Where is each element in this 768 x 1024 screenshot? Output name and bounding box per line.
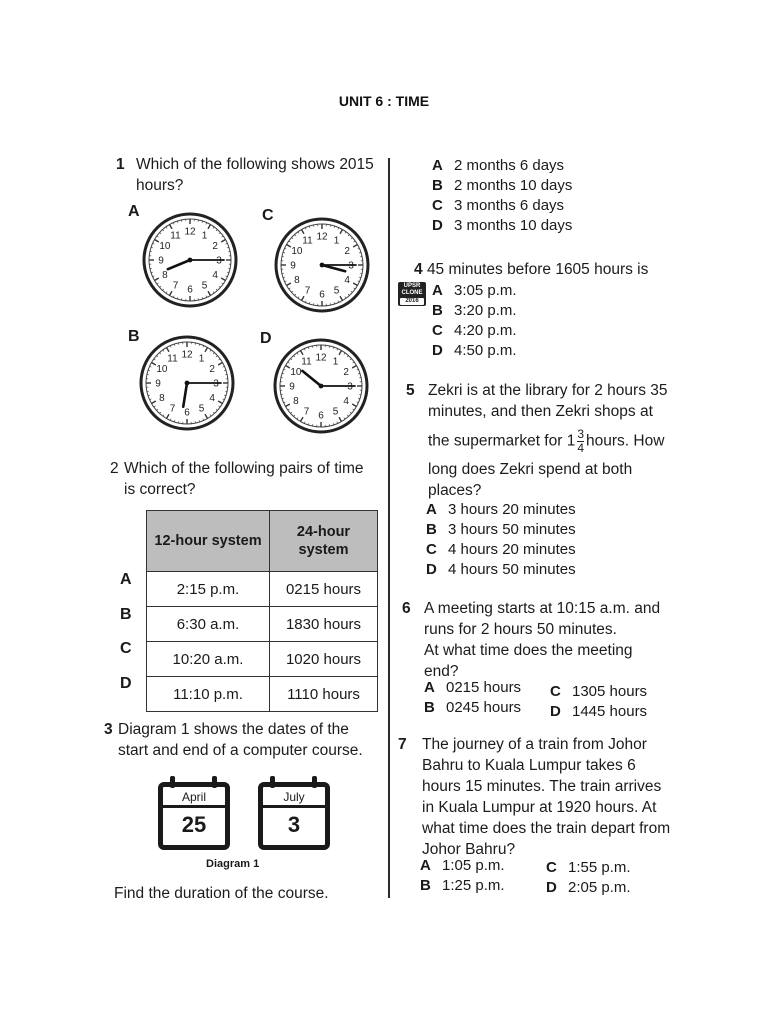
option-item: B 2 months 10 days [432, 177, 573, 194]
question-2-number: 2 [110, 460, 119, 477]
clock-numeral: 9 [158, 255, 164, 267]
clock-numeral: 3 [348, 260, 354, 272]
calendar-ring [312, 776, 317, 788]
clock-center [320, 263, 325, 268]
page-title: UNIT 6 : TIME [338, 93, 430, 109]
clock-numeral: 10 [156, 364, 168, 375]
calendar-card [158, 782, 230, 850]
question-1-text: Which of the following shows 2015 hours? [136, 156, 374, 194]
q7-options-right [546, 858, 666, 898]
clock-numeral: 10 [159, 241, 171, 252]
clock-numeral: 2 [343, 367, 349, 378]
question-4: 4 45 minutes before 1605 hours is [414, 261, 649, 278]
clock-numeral: 4 [343, 396, 349, 407]
row-label-c: C [120, 640, 132, 657]
clock-numeral: 2 [344, 246, 350, 257]
cell-24h: 1830 hours [270, 607, 378, 642]
option-item: C 4:20 p.m. [432, 322, 517, 339]
calendar-month: July [263, 787, 325, 808]
calendar-ring [170, 776, 175, 788]
calendar-ring [270, 776, 275, 788]
clock-center [319, 384, 324, 389]
clock-numeral: 8 [159, 393, 165, 404]
calendar-start [158, 782, 230, 850]
option-item: D 2:05 p.m. [546, 879, 631, 896]
clock-numeral: 6 [184, 407, 190, 419]
clock-numeral: 5 [201, 280, 208, 292]
clock-numeral: 4 [212, 270, 218, 281]
clock-numeral: 8 [294, 275, 300, 286]
clock-numeral: 7 [304, 285, 311, 297]
clock-center [185, 381, 190, 386]
clock-numeral: 3 [347, 381, 353, 393]
clock-numeral: 2 [212, 241, 218, 252]
calendar-day: 25 [181, 812, 207, 837]
calendar-ring [212, 776, 217, 788]
q3-options [432, 156, 572, 236]
clock-numeral: 2 [209, 364, 215, 375]
clock-numeral: 4 [209, 393, 215, 404]
table-row [147, 607, 378, 642]
calendar-card [258, 782, 330, 850]
clock-numeral: 5 [198, 403, 205, 415]
table-row [147, 677, 378, 712]
clock-numeral: 5 [333, 285, 340, 297]
question-3-text: Diagram 1 shows the dates of the start and end of a computer course. [118, 721, 363, 759]
clock-numeral: 6 [319, 289, 325, 301]
clock-numeral: 11 [167, 353, 178, 365]
cell-12h: 10:20 a.m. [147, 642, 270, 677]
option-item: B 1:25 p.m. [420, 877, 505, 894]
option-item: D 3 months 10 days [432, 217, 573, 234]
question-2-text: Which of the following pairs of time is correct? [124, 460, 364, 498]
column-divider [388, 158, 390, 898]
question-1 [116, 154, 125, 175]
q6-options-right [550, 682, 670, 722]
cell-12h: 11:10 p.m. [147, 677, 270, 712]
cell-12h: 2:15 p.m. [147, 572, 270, 607]
option-item: D 4:50 p.m. [432, 342, 517, 359]
clock-label-d: D [260, 330, 272, 347]
cell-24h: 1020 hours [270, 642, 378, 677]
question-6-text: A meeting starts at 10:15 a.m. and runs for 2 hours 50 minutes. At what time does the meeting end? [424, 600, 661, 680]
q6-options-left [424, 678, 544, 718]
row-label-a: A [120, 571, 132, 588]
clock-numeral: 12 [184, 226, 196, 238]
calendar-day: 3 [287, 812, 301, 837]
clock-numeral: 12 [181, 349, 193, 361]
clock-numeral: 6 [187, 284, 193, 296]
clock-numeral: 5 [332, 406, 339, 418]
option-item: B 3:20 p.m. [432, 302, 517, 319]
option-item: A 3:05 p.m. [432, 282, 517, 299]
clock-numeral: 1 [332, 356, 339, 368]
q5-options [426, 500, 576, 580]
clock-numeral: 1 [201, 230, 208, 242]
table-row [147, 642, 378, 677]
table-header-row [147, 511, 378, 572]
clock-numeral: 11 [170, 230, 181, 242]
option-item: A 2 months 6 days [432, 157, 565, 174]
clock-numeral: 4 [344, 275, 350, 286]
question-number: 1 [116, 156, 125, 173]
fraction: $\frac{3}{4}$ [577, 427, 585, 455]
cell-24h: 1110 hours [270, 677, 378, 712]
clock-numeral: 11 [302, 235, 313, 247]
clock-label-c: C [262, 207, 274, 224]
clock-numeral: 8 [162, 270, 168, 281]
clock-center [188, 258, 193, 263]
clock-numeral: 6 [318, 410, 324, 422]
clock-numeral: 10 [290, 367, 302, 378]
clock-numeral: 7 [169, 403, 176, 415]
option-item: C 1305 hours [550, 683, 648, 700]
cell-12h: 6:30 a.m. [147, 607, 270, 642]
row-label-d: D [120, 675, 132, 692]
option-item: C 1:55 p.m. [546, 859, 631, 876]
question-7-number: 7 [398, 736, 407, 753]
clock-numeral: 9 [290, 260, 296, 272]
question-6-number: 6 [402, 600, 411, 617]
option-item: A 0215 hours [424, 679, 522, 696]
clock-label-a: A [128, 203, 140, 220]
clock-numeral: 12 [315, 352, 327, 364]
clock-d [271, 336, 371, 436]
clock-numeral: 7 [303, 406, 310, 418]
row-label-b: B [120, 606, 132, 623]
clock-c [272, 215, 372, 315]
clock-numeral: 12 [316, 231, 328, 243]
clock-label-b: B [128, 328, 140, 345]
clock-numeral: 1 [198, 353, 205, 365]
question-5-text: Zekri is at the library for 2 hours 35 minutes, and then Zekri shops at the supermarket for 1 $\frac{3}{4}$ hours. How long does Zekri spend at both places? [428, 382, 668, 499]
cell-24h: 0215 hours [270, 572, 378, 607]
question-7-text: The journey of a train from Johor Bahru to Kuala Lumpur takes 6 hours 15 minutes. The train arrives in Kuala Lumpur at 1920 hours. At what time does the train depart from Johor Bahru? [422, 736, 671, 858]
calendar-month: April [163, 787, 225, 808]
table-row [147, 572, 378, 607]
clock-numeral: 7 [172, 280, 179, 292]
clock-numeral: 8 [293, 396, 299, 407]
question-3-prompt: Find the duration of the course. [114, 885, 329, 902]
option-item: A 1:05 p.m. [420, 857, 505, 874]
clock-numeral: 3 [216, 255, 222, 267]
header-24-hour: 24-hour system [270, 511, 378, 572]
header-12-hour: 12-hour system [147, 511, 270, 572]
clock-b [137, 333, 237, 433]
upsr-clone-badge: UPSR CLONE 2016 [398, 282, 426, 306]
diagram-caption: Diagram 1 [206, 858, 260, 870]
clock-numeral: 11 [301, 356, 312, 368]
option-item: B 3 hours 50 minutes [426, 521, 576, 538]
question-5-number: 5 [406, 382, 415, 399]
clock-a [140, 210, 240, 310]
option-item: D 1445 hours [550, 703, 648, 720]
clock-numeral: 1 [333, 235, 340, 247]
clock-numeral: 9 [289, 381, 295, 393]
time-table [146, 510, 378, 712]
question-3-number: 3 [104, 721, 113, 738]
clock-numeral: 3 [213, 378, 219, 390]
calendar-end [258, 782, 330, 850]
q4-options [432, 281, 517, 361]
clock-numeral: 10 [291, 246, 303, 257]
clock-numeral: 9 [155, 378, 161, 390]
option-item: C 4 hours 20 minutes [426, 541, 576, 558]
option-item: A 3 hours 20 minutes [426, 501, 576, 518]
option-item: B 0245 hours [424, 699, 522, 716]
q7-options-left [420, 856, 540, 896]
option-item: D 4 hours 50 minutes [426, 561, 576, 578]
option-item: C 3 months 6 days [432, 197, 565, 214]
